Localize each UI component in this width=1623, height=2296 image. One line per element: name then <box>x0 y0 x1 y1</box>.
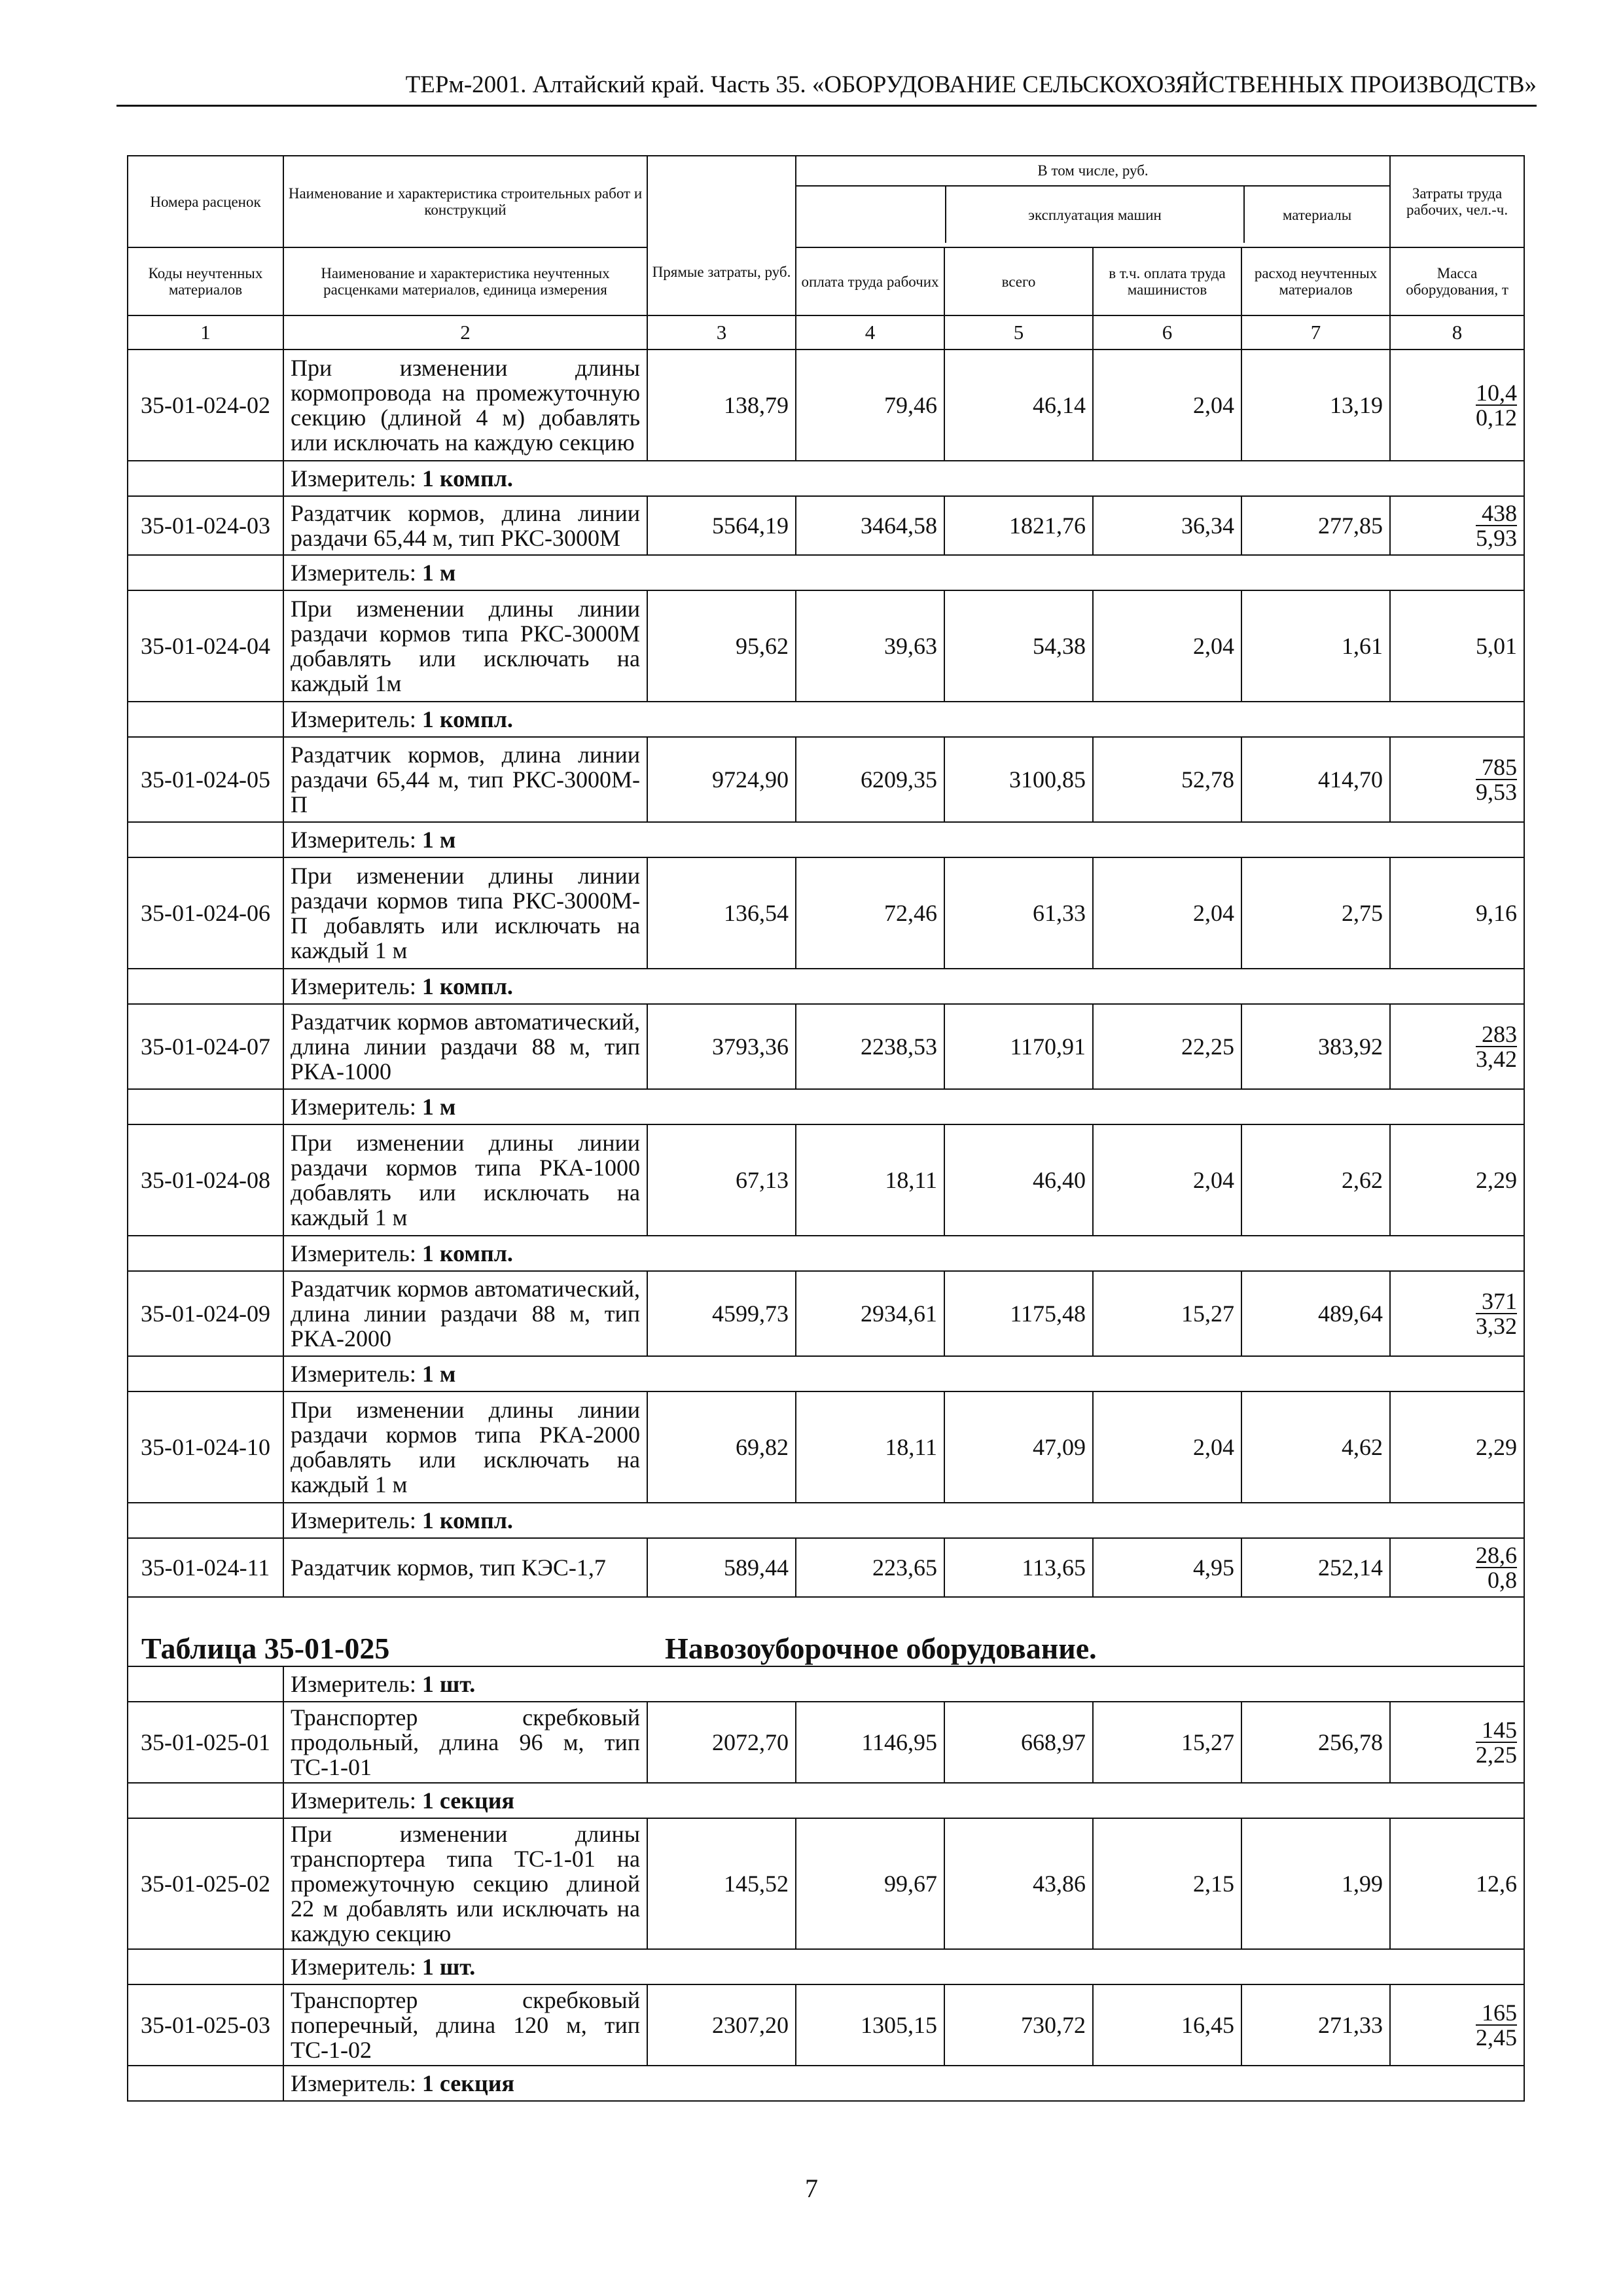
head-including-label: В том числе, руб. <box>796 156 1389 187</box>
measure-value: 1 секция <box>421 1787 514 1814</box>
measure-value: 1 компл. <box>421 465 513 492</box>
labor-value: 165 <box>1476 2001 1517 2026</box>
value-mat: 256,78 <box>1241 1702 1390 1783</box>
fraction <box>1476 1022 1517 1071</box>
value-pay: 79,46 <box>796 350 944 461</box>
rate-description: При изменении длины транспортера типа ТС-1-01 на промежуточную секцию длиной 22 м добавлять или исключать на каждую секцию <box>283 1818 647 1949</box>
measure-label: Измеритель: <box>291 706 416 732</box>
col-number-3: 3 <box>647 315 796 350</box>
value-mach: 54,38 <box>944 590 1093 702</box>
labor-value: 9,16 <box>1476 900 1518 926</box>
value-mach: 1821,76 <box>944 496 1093 555</box>
labor-mass-cell <box>1390 1984 1524 2066</box>
rate-description: Раздатчик кормов, длина линии раздачи 65,44 м, тип РКС-3000М <box>283 496 647 555</box>
value-mach: 730,72 <box>944 1984 1093 2066</box>
fraction <box>1476 755 1517 804</box>
value-mach: 61,33 <box>944 857 1093 969</box>
value-direct: 5564,19 <box>647 496 796 555</box>
measure-row <box>128 822 1524 857</box>
measure-row <box>128 1503 1524 1538</box>
value-mach: 1175,48 <box>944 1271 1093 1356</box>
head-codes-cell: Коды неучтенных материалов <box>128 247 283 315</box>
measure-label: Измеритель: <box>291 827 416 853</box>
value-pay: 6209,35 <box>796 737 944 822</box>
rate-description: Транспортер скребковый продольный, длина 96 м, тип ТС-1-01 <box>283 1702 647 1783</box>
value-mat: 489,64 <box>1241 1271 1390 1356</box>
value-direct: 2072,70 <box>647 1702 796 1783</box>
labor-mass-cell <box>1390 1124 1524 1236</box>
measure-cell <box>283 1949 1524 1984</box>
table-row <box>128 590 1524 702</box>
value-pay: 3464,58 <box>796 496 944 555</box>
mass-value: 0,12 <box>1476 404 1518 431</box>
rate-description: Транспортер скребковый поперечный, длина 120 м, тип ТС-1-02 <box>283 1984 647 2066</box>
value-oper: 4,95 <box>1093 1538 1241 1597</box>
labor-mass-cell <box>1390 1391 1524 1503</box>
value-direct: 589,44 <box>647 1538 796 1597</box>
head-rate-numbers-cell: Номера расценок <box>128 156 283 247</box>
value-direct: 4599,73 <box>647 1271 796 1356</box>
rate-code: 35-01-025-01 <box>128 1702 283 1783</box>
value-oper: 15,27 <box>1093 1271 1241 1356</box>
rate-code: 35-01-024-02 <box>128 350 283 461</box>
mass-value: 2,45 <box>1476 2024 1518 2051</box>
mass-value: 3,32 <box>1476 1312 1518 1339</box>
measure-row <box>128 555 1524 590</box>
rate-description: При изменении длины линии раздачи кормов типа РКА-2000 добавлять или исключать на каждый 1 м <box>283 1391 647 1503</box>
value-mat: 271,33 <box>1241 1984 1390 2066</box>
table-title-row <box>128 1597 1524 1666</box>
measure-cell <box>283 1236 1524 1271</box>
value-oper: 2,15 <box>1093 1818 1241 1949</box>
value-mat: 1,99 <box>1241 1818 1390 1949</box>
value-mat: 13,19 <box>1241 350 1390 461</box>
value-mach: 113,65 <box>944 1538 1093 1597</box>
mass-value: 3,42 <box>1476 1045 1518 1072</box>
value-mach: 46,14 <box>944 350 1093 461</box>
value-oper: 15,27 <box>1093 1702 1241 1783</box>
labor-mass-cell <box>1390 350 1524 461</box>
measure-label: Измеритель: <box>291 1787 416 1814</box>
labor-mass-cell <box>1390 1538 1524 1597</box>
table-row <box>128 1271 1524 1356</box>
measure-value: 1 компл. <box>421 973 513 999</box>
mass-value: 5,93 <box>1476 524 1518 551</box>
rate-code: 35-01-024-04 <box>128 590 283 702</box>
value-direct: 69,82 <box>647 1391 796 1503</box>
value-pay: 1146,95 <box>796 1702 944 1783</box>
measure-label: Измеритель: <box>291 1507 416 1534</box>
value-direct: 67,13 <box>647 1124 796 1236</box>
measure-cell <box>283 461 1524 496</box>
measure-label: Измеритель: <box>291 973 416 999</box>
header-rule <box>116 105 1537 107</box>
labor-mass-cell <box>1390 496 1524 555</box>
fraction <box>1476 381 1517 429</box>
head-direct-costs: Прямые затраты, руб. <box>647 156 796 315</box>
measure-label: Измеритель: <box>291 1954 416 1980</box>
measure-cell <box>283 1089 1524 1124</box>
rate-code: 35-01-025-02 <box>128 1818 283 1949</box>
rate-description: Раздатчик кормов автоматический, длина линии раздачи 88 м, тип РКА-2000 <box>283 1271 647 1356</box>
table-row <box>128 1391 1524 1503</box>
rate-code: 35-01-024-11 <box>128 1538 283 1597</box>
measure-label: Измеритель: <box>291 2070 416 2096</box>
measure-label: Измеритель: <box>291 465 416 492</box>
value-mach: 1170,91 <box>944 1004 1093 1089</box>
rate-description: Раздатчик кормов, длина линии раздачи 65,44 м, тип РКС-3000М-П <box>283 737 647 822</box>
head-worker-pay: оплата труда рабочих <box>796 247 944 315</box>
value-oper: 2,04 <box>1093 1124 1241 1236</box>
measure-row <box>128 702 1524 737</box>
measure-row <box>128 1783 1524 1818</box>
labor-value: 12,6 <box>1476 1871 1518 1897</box>
rate-code: 35-01-024-07 <box>128 1004 283 1089</box>
col-number-7: 7 <box>1241 315 1390 350</box>
fraction <box>1476 1718 1517 1767</box>
table-row <box>128 1538 1524 1597</box>
mass-value: 2,25 <box>1476 1741 1518 1768</box>
measure-value: 1 шт. <box>421 1671 476 1697</box>
fraction <box>1476 1289 1517 1338</box>
running-header: ТЕРм-2001. Алтайский край. Часть 35. «ОБОРУДОВАНИЕ СЕЛЬСКОХОЗЯЙСТВЕННЫХ ПРОИЗВОДСТВ» <box>405 71 1537 98</box>
measure-row <box>128 969 1524 1004</box>
table-body <box>128 350 1524 2101</box>
rate-code: 35-01-024-08 <box>128 1124 283 1236</box>
value-mat: 2,62 <box>1241 1124 1390 1236</box>
value-mach: 43,86 <box>944 1818 1093 1949</box>
head-operator-pay-cell: в т.ч. оплата труда машинистов <box>1093 247 1241 315</box>
rate-description: При изменении длины линии раздачи кормов типа РКС-3000М добавлять или исключать на каждый 1м <box>283 590 647 702</box>
mass-value: 0,8 <box>1488 1566 1518 1593</box>
table-row <box>128 737 1524 822</box>
measure-label: Измеритель: <box>291 1671 416 1697</box>
measure-value: 1 компл. <box>421 706 513 732</box>
measure-label: Измеритель: <box>291 560 416 586</box>
head-consumption-cell: расход неучтенных материалов <box>1241 247 1390 315</box>
measure-cell <box>283 1783 1524 1818</box>
table-row <box>128 1124 1524 1236</box>
table-caption: Навозоуборочное оборудование. <box>665 1632 1097 1665</box>
col-number-8: 8 <box>1390 315 1524 350</box>
measure-row <box>128 2066 1524 2101</box>
labor-value: 10,4 <box>1476 379 1518 406</box>
labor-mass-cell <box>1390 1702 1524 1783</box>
measure-row <box>128 1356 1524 1391</box>
table-number: Таблица 35-01-025 <box>141 1632 390 1665</box>
value-mat: 252,14 <box>1241 1538 1390 1597</box>
value-mach: 3100,85 <box>944 737 1093 822</box>
value-pay: 1305,15 <box>796 1984 944 2066</box>
labor-mass-cell <box>1390 1818 1524 1949</box>
rate-description: Раздатчик кормов автоматический, длина линии раздачи 88 м, тип РКА-1000 <box>283 1004 647 1089</box>
page-number: 7 <box>805 2174 818 2203</box>
table-row <box>128 496 1524 555</box>
measure-cell <box>283 1503 1524 1538</box>
measure-label: Измеритель: <box>291 1240 416 1266</box>
value-oper: 52,78 <box>1093 737 1241 822</box>
value-oper: 2,04 <box>1093 350 1241 461</box>
measure-value: 1 м <box>421 1094 456 1120</box>
value-mat: 383,92 <box>1241 1004 1390 1089</box>
value-direct: 138,79 <box>647 350 796 461</box>
measure-row <box>128 1089 1524 1124</box>
table-row <box>128 1984 1524 2066</box>
value-mach: 46,40 <box>944 1124 1093 1236</box>
rate-description: При изменении длины линии раздачи кормов типа РКА-1000 добавлять или исключать на каждый 1 м <box>283 1124 647 1236</box>
table-row <box>128 857 1524 969</box>
measure-cell <box>283 555 1524 590</box>
measure-value: 1 м <box>421 560 456 586</box>
measure-value: 1 м <box>421 1361 456 1387</box>
value-oper: 2,04 <box>1093 1391 1241 1503</box>
measure-value: 1 м <box>421 827 456 853</box>
measure-row <box>128 1666 1524 1702</box>
measure-value: 1 шт. <box>421 1954 476 1980</box>
head-materials-label: материалы <box>1282 206 1352 223</box>
value-direct: 3793,36 <box>647 1004 796 1089</box>
value-oper: 2,04 <box>1093 857 1241 969</box>
measure-value: 1 компл. <box>421 1507 513 1534</box>
rate-code: 35-01-024-05 <box>128 737 283 822</box>
col-number-5: 5 <box>944 315 1093 350</box>
value-mat: 4,62 <box>1241 1391 1390 1503</box>
value-mat: 1,61 <box>1241 590 1390 702</box>
col-number-2: 2 <box>283 315 647 350</box>
value-pay: 2238,53 <box>796 1004 944 1089</box>
labor-value: 2,29 <box>1476 1434 1518 1460</box>
value-oper: 22,25 <box>1093 1004 1241 1089</box>
value-mach: 47,09 <box>944 1391 1093 1503</box>
value-direct: 145,52 <box>647 1818 796 1949</box>
labor-value: 28,6 <box>1476 1541 1518 1568</box>
labor-value: 145 <box>1476 1718 1517 1743</box>
head-mass-cell: Масса оборудования, т <box>1390 247 1524 315</box>
measure-value: 1 компл. <box>421 1240 513 1266</box>
col-number-4: 4 <box>796 315 944 350</box>
labor-value: 283 <box>1476 1022 1517 1047</box>
labor-value: 2,29 <box>1476 1167 1518 1193</box>
value-direct: 2307,20 <box>647 1984 796 2066</box>
rate-description: При изменении длины кормопровода на промежуточную секцию (длиной 4 м) добавлять или исключать на каждую секцию <box>283 350 647 461</box>
value-mach: 668,97 <box>944 1702 1093 1783</box>
table-row <box>128 1818 1524 1949</box>
measure-value: 1 секция <box>421 2070 514 2096</box>
value-pay: 2934,61 <box>796 1271 944 1356</box>
measure-cell <box>283 2066 1524 2101</box>
fraction <box>1476 501 1517 550</box>
head-machine-label: эксплуатация машин <box>946 187 1245 243</box>
value-oper: 16,45 <box>1093 1984 1241 2066</box>
rate-code: 35-01-024-03 <box>128 496 283 555</box>
head-work-name-cell: Наименование и характеристика строительных работ и конструкций <box>283 156 647 247</box>
head-labor-costs: Затраты труда рабочих, чел.-ч. <box>1390 156 1524 247</box>
value-direct: 136,54 <box>647 857 796 969</box>
measure-row <box>128 461 1524 496</box>
labor-mass-cell <box>1390 590 1524 702</box>
value-pay: 99,67 <box>796 1818 944 1949</box>
measure-cell <box>283 702 1524 737</box>
labor-value: 785 <box>1476 755 1517 780</box>
head-names-cell: Наименование и характеристика неучтенных расценками материалов, единица измерения <box>283 247 647 315</box>
labor-value: 5,01 <box>1476 633 1518 659</box>
labor-mass-cell <box>1390 857 1524 969</box>
value-direct: 9724,90 <box>647 737 796 822</box>
table-row <box>128 1702 1524 1783</box>
fraction <box>1476 2001 1517 2049</box>
value-mat: 414,70 <box>1241 737 1390 822</box>
labor-value: 371 <box>1476 1289 1517 1314</box>
measure-cell <box>283 822 1524 857</box>
rate-description: При изменении длины линии раздачи кормов типа РКС-3000М-П добавлять или исключать на каждый 1 м <box>283 857 647 969</box>
col-number-1: 1 <box>128 315 283 350</box>
rate-code: 35-01-025-03 <box>128 1984 283 2066</box>
value-pay: 39,63 <box>796 590 944 702</box>
labor-mass-cell <box>1390 1004 1524 1089</box>
value-mat: 2,75 <box>1241 857 1390 969</box>
measure-cell <box>283 969 1524 1004</box>
col-number-6: 6 <box>1093 315 1241 350</box>
value-oper: 2,04 <box>1093 590 1241 702</box>
rate-code: 35-01-024-06 <box>128 857 283 969</box>
rate-code: 35-01-024-10 <box>128 1391 283 1503</box>
table-row <box>128 350 1524 461</box>
measure-label: Измеритель: <box>291 1094 416 1120</box>
table-head-layout <box>127 155 1525 2102</box>
value-pay: 18,11 <box>796 1124 944 1236</box>
fraction <box>1476 1543 1517 1592</box>
value-pay: 18,11 <box>796 1391 944 1503</box>
value-pay: 223,65 <box>796 1538 944 1597</box>
labor-mass-cell <box>1390 737 1524 822</box>
rate-description: Раздатчик кормов, тип КЭС-1,7 <box>283 1538 647 1597</box>
head-total-cell: всего <box>944 247 1093 315</box>
rate-code: 35-01-024-09 <box>128 1271 283 1356</box>
value-mat: 277,85 <box>1241 496 1390 555</box>
measure-row <box>128 1236 1524 1271</box>
table-row <box>128 1004 1524 1089</box>
measure-row <box>128 1949 1524 1984</box>
measure-cell <box>283 1666 1524 1702</box>
measure-label: Измеритель: <box>291 1361 416 1387</box>
labor-value: 438 <box>1476 501 1517 526</box>
measure-cell <box>283 1356 1524 1391</box>
value-direct: 95,62 <box>647 590 796 702</box>
labor-mass-cell <box>1390 1271 1524 1356</box>
value-oper: 36,34 <box>1093 496 1241 555</box>
mass-value: 9,53 <box>1476 778 1518 805</box>
value-pay: 72,46 <box>796 857 944 969</box>
